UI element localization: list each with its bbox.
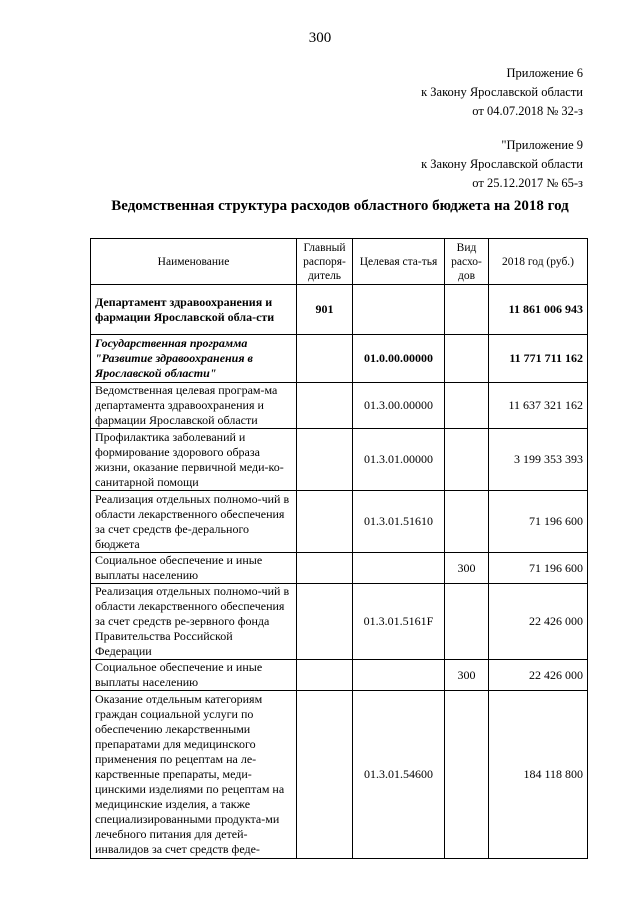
row-name: Государственная программа "Развитие здравоохранения в Ярославской области" [91,335,297,383]
annex-9-line2: к Закону Ярославской области [421,157,583,171]
row-kind [445,335,489,383]
row-name: Ведомственная целевая програм-ма департамента здравоохранения и фармации Ярославской области [91,383,297,429]
row-target: 01.3.01.00000 [353,429,445,491]
row-chief [297,584,353,660]
table-row [91,429,588,491]
annex-9-line3: от 25.12.2017 № 65-з [472,176,583,190]
row-target: 01.3.01.5161F [353,584,445,660]
annex-6-line3: от 04.07.2018 № 32-з [472,104,583,118]
row-kind [445,691,489,859]
row-kind [445,429,489,491]
row-name: Профилактика заболеваний и формирование здорового образа жизни, оказание первичной меди-ко-санитарной помощи [91,429,297,491]
page-number: 300 [308,30,332,46]
row-target: 01.3.01.54600 [353,691,445,859]
row-amount: 11 771 711 162 [489,335,588,383]
row-target: 01.3.00.00000 [353,383,445,429]
row-kind [445,584,489,660]
table-row [91,383,588,429]
row-amount: 11 637 321 162 [489,383,588,429]
row-chief [297,553,353,584]
row-name: Реализация отдельных полномо-чий в области лекарственного обеспечения за счет средств фе-дерального бюджета [91,491,297,553]
annex-9-header [421,136,583,193]
row-name: Социальное обеспечение и иные выплаты населению [91,660,297,691]
row-amount: 184 118 800 [489,691,588,859]
row-kind [445,491,489,553]
row-kind [445,383,489,429]
row-target [353,285,445,335]
row-chief [297,691,353,859]
row-amount: 71 196 600 [489,553,588,584]
row-amount: 71 196 600 [489,491,588,553]
header-chief-manager: Главный распоря-дитель [297,239,353,285]
row-name: Реализация отдельных полномо-чий в области лекарственного обеспечения за счет средств ре-зервного фонда Правительства Российской Федерации [91,584,297,660]
row-name: Оказание отдельным категориям граждан социальной услуги по обеспечению лекарственными препаратами для медицинского применения по рецептам на ле-карственные препараты, меди-цинскими изделиями по рецептам на медицинские изделия, а также специализированными продукта-ми лечебного питания для детей-инвалидов за счет средств феде- [91,691,297,859]
document-title: Ведомственная структура расходов областного бюджета на 2018 год [111,198,569,214]
table-row [91,285,588,335]
row-amount: 3 199 353 393 [489,429,588,491]
row-target: 01.3.01.51610 [353,491,445,553]
row-kind [445,285,489,335]
table-row [91,584,588,660]
budget-table [90,238,588,859]
row-name: Социальное обеспечение и иные выплаты населению [91,553,297,584]
row-chief [297,383,353,429]
annex-6-line1: Приложение 6 [506,66,583,80]
table-row [91,691,588,859]
row-amount: 22 426 000 [489,660,588,691]
header-expense-type: Вид расхо-дов [445,239,489,285]
header-name: Наименование [91,239,297,285]
row-target: 01.0.00.00000 [353,335,445,383]
row-chief [297,491,353,553]
row-kind: 300 [445,553,489,584]
row-amount: 22 426 000 [489,584,588,660]
row-amount: 11 861 006 943 [489,285,588,335]
row-chief: 901 [297,285,353,335]
row-name: Департамент здравоохранения и фармации Ярославской обла-сти [91,285,297,335]
table-row [91,660,588,691]
annex-6-header [421,64,583,121]
row-chief [297,335,353,383]
table-header-row [91,239,588,285]
row-target [353,553,445,584]
table-row [91,335,588,383]
row-chief [297,660,353,691]
row-kind: 300 [445,660,489,691]
table-row [91,553,588,584]
annex-9-line1: "Приложение 9 [501,138,583,152]
header-target-item: Целевая ста-тья [353,239,445,285]
table-row [91,491,588,553]
row-chief [297,429,353,491]
row-target [353,660,445,691]
header-amount-2018: 2018 год (руб.) [489,239,588,285]
annex-6-line2: к Закону Ярославской области [421,85,583,99]
